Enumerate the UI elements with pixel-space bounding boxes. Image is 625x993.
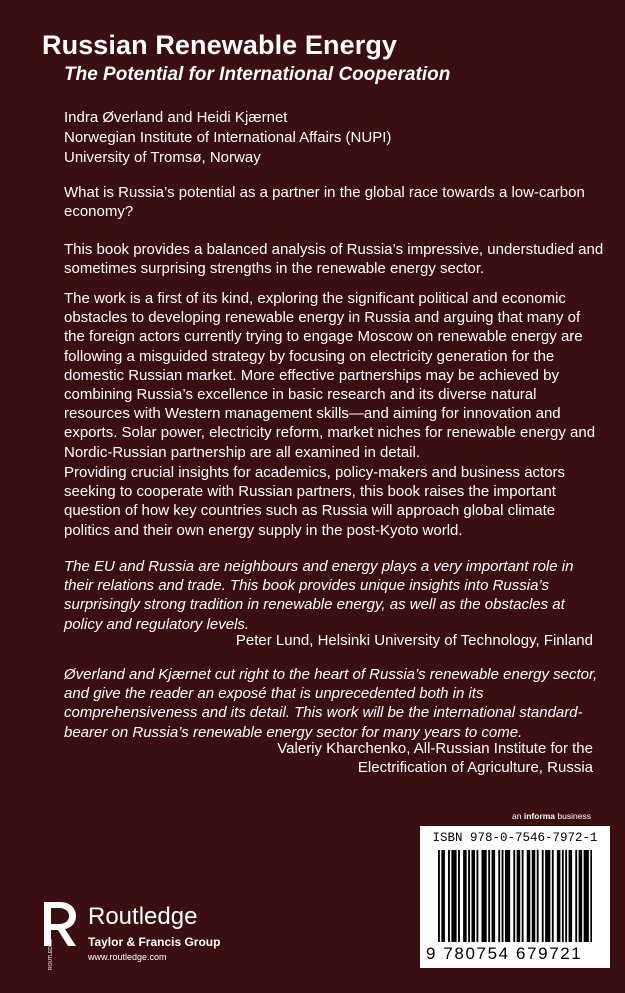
book-title: Russian Renewable Energy — [42, 30, 398, 60]
author-block — [64, 108, 391, 168]
blurb-paragraph-3: The work is a first of its kind, exploring the significant political and economic obstacles to developing renewable energy in Russia and arguing that many of the foreign actors currently trying to engage Moscow on renewable energy are following a misguided strategy by focusing on electricity generation for the domestic Russian market. More effective partnerships may be achieved by combining Russia’s excellence in basic research and its diverse natural resources with Western management skills—and aiming for innovation and exports. Solar power, electricity reform, market niches for renewable energy and Nordic-Russian partnership are all examined in detail. — [64, 290, 596, 461]
informa-suffix: business — [557, 811, 591, 821]
barcode-bars — [438, 850, 592, 946]
blurb-paragraph-2: This book provides a balanced analysis of Russia’s impressive, understudied and sometimes surprising strengths in the renewable energy sector. — [64, 241, 604, 278]
isbn-barcode — [420, 826, 610, 968]
endorsement-attribution-1: Peter Lund, Helsinki University of Technology, Finland — [235, 632, 593, 649]
endorsement-quote-1: The EU and Russia are neighbours and energy plays a very important role in their relations and trade. This book provides unique insights into Russia’s surprisingly strong tradition in renewable energy, as well as the obstacles at policy and regulatory levels. — [64, 558, 574, 633]
informa-prefix: an — [512, 811, 522, 821]
author-affiliation-1: Norwegian Institute of International Affairs (NUPI) — [64, 129, 392, 146]
informa-word: informa — [523, 811, 556, 821]
author-names: Indra Øverland and Heidi Kjærnet — [64, 109, 288, 126]
author-affiliation-2: University of Tromsø, Norway — [64, 149, 261, 166]
svg-text:ROUTLEDGE: ROUTLEDGE — [48, 938, 54, 970]
blurb-paragraph-1: What is Russia’s potential as a partner in the global race towards a low-carbon economy? — [64, 184, 585, 221]
blurb-paragraph-4: Providing crucial insights for academics, policy-makers and business actors seeking to cooperate with Russian partners, this book raises the important question of how key countries such as Russia will approach global climate politics and their own energy supply in the post-Kyoto world. — [64, 464, 566, 539]
publisher-name: Routledge — [88, 903, 198, 930]
endorsement-attribution-2b: Electrification of Agriculture, Russia — [357, 759, 593, 776]
endorsement-attribution-2a: Valeriy Kharchenko, All-Russian Institute for the — [277, 740, 593, 757]
endorsement-quote-2: Øverland and Kjærnet cut right to the heart of Russia’s renewable energy sector, and give the reader an exposé that is unprecedented both in its comprehensiveness and its detail. This work will be the international standard-bearer on Russia’s renewable energy sector for many years to come. — [64, 666, 598, 741]
routledge-logo-icon — [38, 902, 82, 972]
publisher-group: Taylor & Francis Group — [88, 935, 221, 949]
isbn-label: ISBN 978-0-7546-7972-1 — [432, 831, 598, 845]
barcode-digits: 9 780754 679721 — [426, 944, 583, 963]
publisher-url: www.routledge.com — [88, 952, 167, 962]
book-subtitle: The Potential for International Cooperation — [64, 64, 451, 85]
informa-tagline — [512, 811, 591, 821]
